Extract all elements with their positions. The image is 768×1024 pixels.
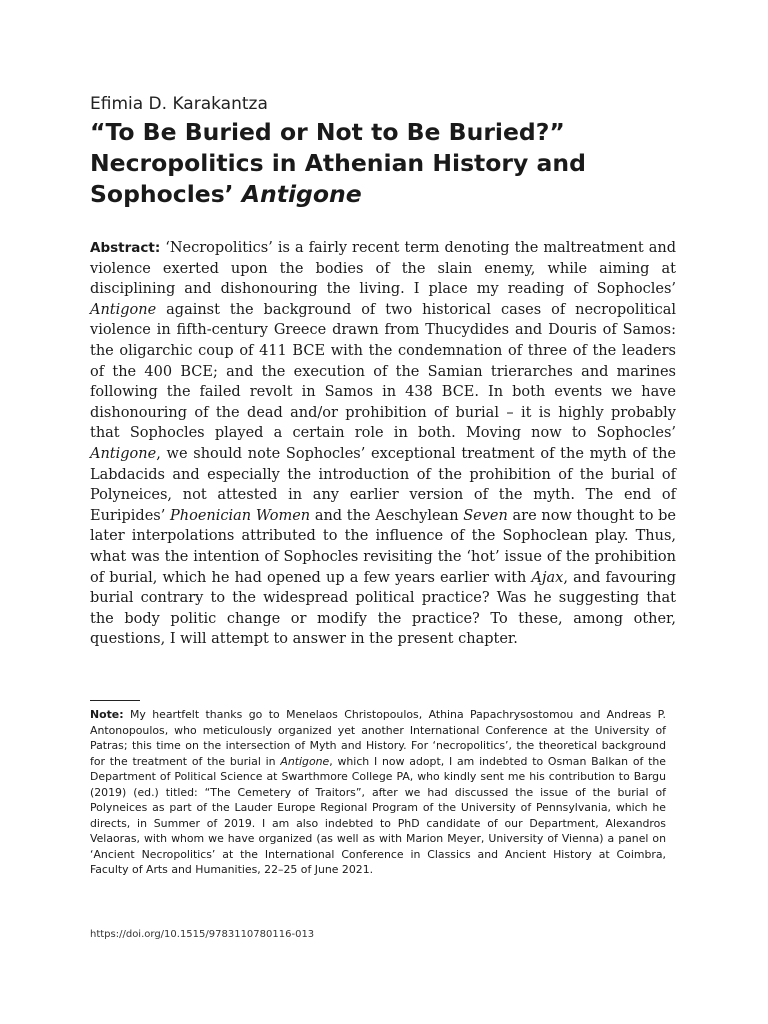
abstract-text: ‘Necropolitics’ is a fairly recent term denoting the maltreatment and violence exerted upon the bodies of the slain enemy, while aiming at disciplining and dishonouring the living. I place my reading of Sophocles’ [90,240,676,298]
doi-link[interactable]: https://doi.org/10.1515/9783110780116-013 [90,929,315,940]
footnote-rule [90,700,140,701]
abstract-italic: Antigone [90,301,157,318]
author-name: Efimia D. Karakantza [90,94,268,114]
title-line-2: Necropolitics in Athenian History and [90,149,586,177]
title-line-3-prefix: Sophocles’ [90,180,242,208]
title-italic-antigone: Antigone [241,180,362,208]
chapter-title [90,117,690,210]
abstract-text: and the Aeschylean [310,507,464,524]
note-italic: Antigone [280,754,330,768]
abstract-text: against the background of two historical cases of necropolitical violence in fifth-century Greece drawn from Thucydides and Douris of Samos: the oligarchic coup of 411 BCE with the condemnation of three of the leaders of the 400 BCE; and the execution of the Samian trierarches and marines following the failed revolt in Samos in 438 BCE. In both events we have dishonouring of the dead and/or prohibition of burial – it is highly probably that Sophocles played a certain role in both. Moving now to Sophocles’ [90,301,676,442]
abstract-italic: Seven [463,507,508,524]
abstract [90,238,676,650]
abstract-italic: Antigone [90,445,157,462]
note-text: , which I now adopt, I am indebted to Osman Balkan of the Department of Political Science at Swarthmore College PA, who kindly sent me his contribution to Bargu (2019) (ed.) titled: “The Cemetery of Traitors”, after we had discussed the issue of the burial of Polyneices as part of the Lauder Europe Regional Program of the University of Pennsylvania, which he directs, in Summer of 2019. I am also indebted to PhD candidate of our Department, Alexandros Velaoras, with whom we have organized (as well as with Marion Meyer, University of Vienna) a panel on ‘Ancient Necropolitics’ at the International Conference in Classics and Ancient History at Coimbra, Faculty of Arts and Humanities, 22–25 of June 2021. [90,754,666,877]
abstract-text: are now thought to be later interpolations attributed to the influence of the Sophoclean play. Thus, what was the intention of Sophocles revisiting the ‘hot’ issue of the prohibition of burial, which he had opened up a few years earlier with [90,507,676,586]
title-line-3 [90,179,690,210]
note-label: Note: [90,708,124,721]
abstract-label: Abstract: [90,240,161,256]
abstract-italic: Ajax [531,569,564,586]
footnote [90,707,666,878]
note-text: My heartfelt thanks go to Menelaos Christopoulos, Athina Papachrysostomou and Andreas P. Antonopoulos, who meticulously organized yet another International Conference at the University of Patras; this time on the intersection of Myth and History. For ‘necropolitics’, the theoretical background for the treatment of the burial in [90,708,666,768]
abstract-text: , and favouring burial contrary to the widespread political practice? Was he suggesting that the body politic change or modify the practice? To these, among other, questions, I will attempt to answer in the present chapter. [90,569,676,648]
title-line-1: “To Be Buried or Not to Be Buried?” [90,118,565,146]
abstract-text: , we should note Sophocles’ exceptional treatment of the myth of the Labdacids and especially the introduction of the prohibition of the burial of Polyneices, not attested in any earlier version of the myth. The end of Euripides’ [90,445,676,524]
abstract-italic: Phoenician Women [170,507,311,524]
